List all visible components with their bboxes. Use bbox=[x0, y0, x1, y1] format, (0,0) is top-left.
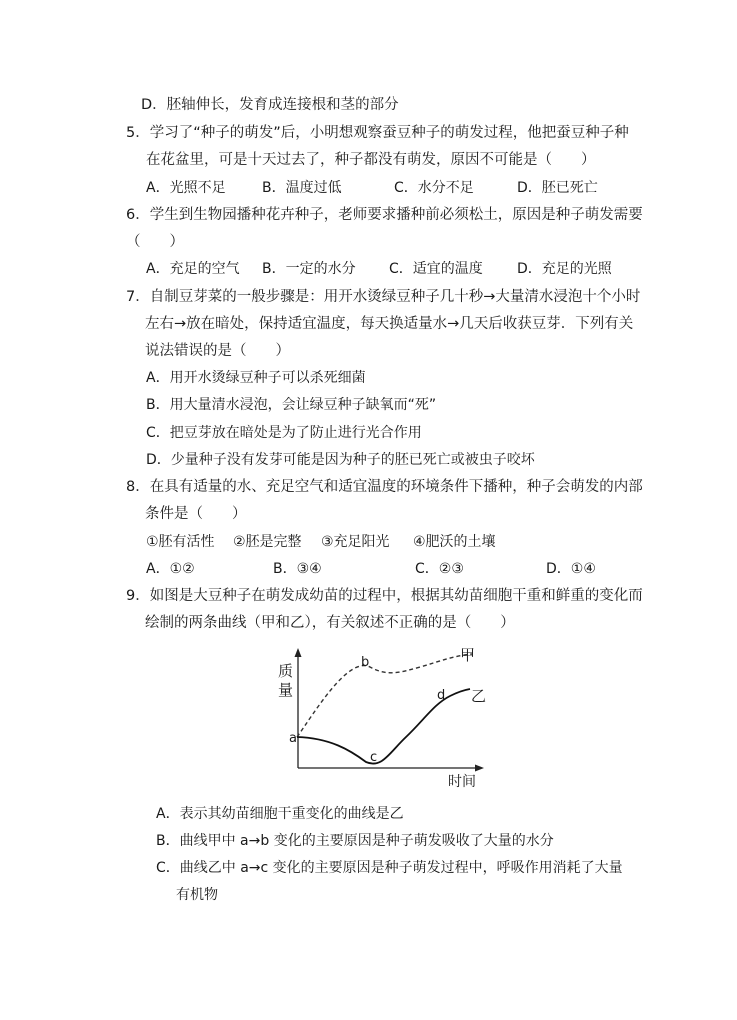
series-jia-line bbox=[297, 654, 472, 737]
q6-option-d[interactable]: D．充足的光照 bbox=[517, 261, 612, 277]
q6-stem-line2: （ ） bbox=[126, 234, 184, 250]
point-label-a: a bbox=[289, 731, 297, 746]
q9-option-b[interactable]: B．曲线甲中 a→b 变化的主要原因是种子萌发吸收了大量的水分 bbox=[156, 833, 554, 849]
q5-option-c[interactable]: C．水分不足 bbox=[394, 180, 474, 196]
q5-stem-line1: 5．学习了“种子的萌发”后，小明想观察蚕豆种子的萌发过程，他把蚕豆种子种 bbox=[126, 125, 629, 141]
q7-option-d[interactable]: D．少量种子没有发芽可能是因为种子的胚已死亡或被虫子咬坏 bbox=[146, 452, 535, 468]
q9-stem-line1: 9．如图是大豆种子在萌发成幼苗的过程中，根据其幼苗细胞干重和鲜重的变化而 bbox=[126, 588, 643, 604]
q7-stem-line2: 左右→放在暗处，保持适宜温度，每天换适量水→几天后收获豆芽．下列有关 bbox=[145, 316, 634, 332]
q5-stem-line2: 在花盆里，可是十天过去了，种子都没有萌发，原因不可能是（ ） bbox=[146, 152, 596, 168]
y-axis-label-bottom: 量 bbox=[278, 681, 294, 699]
q8-condition-2: ②胚是完整 bbox=[233, 534, 302, 550]
q9-option-c-line2: 有机物 bbox=[176, 887, 218, 903]
q5-option-a[interactable]: A．光照不足 bbox=[146, 180, 226, 196]
q9-figure bbox=[270, 646, 500, 796]
q8-condition-1: ①胚有活性 bbox=[146, 534, 215, 550]
point-label-c: c bbox=[370, 750, 378, 765]
q8-stem-line2: 条件是（ ） bbox=[145, 506, 247, 522]
q9-chart bbox=[270, 646, 500, 792]
q8-condition-4: ④肥沃的土壤 bbox=[413, 534, 496, 550]
q4-option-d: D．胚轴伸长，发育成连接根和茎的部分 bbox=[141, 97, 399, 113]
q8-stem-line1: 8．在具有适量的水、充足空气和适宜温度的环境条件下播种，种子会萌发的内部 bbox=[126, 479, 643, 495]
y-axis-arrow bbox=[295, 648, 302, 657]
q7-stem-line1: 7．自制豆芽菜的一般步骤是：用开水烫绿豆种子几十秒→大量清水浸泡十个小时 bbox=[126, 289, 641, 305]
q6-option-a[interactable]: A．充足的空气 bbox=[146, 261, 240, 277]
q8-option-b[interactable]: B．③④ bbox=[273, 561, 322, 577]
q7-option-b[interactable]: B．用大量清水浸泡，会让绿豆种子缺氧而“死” bbox=[146, 397, 437, 413]
q9-option-a[interactable]: A．表示其幼苗细胞干重变化的曲线是乙 bbox=[156, 806, 404, 822]
q7-option-c[interactable]: C．把豆芽放在暗处是为了防止进行光合作用 bbox=[146, 425, 422, 441]
q6-option-b[interactable]: B．一定的水分 bbox=[262, 261, 356, 277]
point-label-d: d bbox=[437, 688, 446, 703]
series-yi-name: 乙 bbox=[471, 687, 487, 705]
q5-option-b[interactable]: B．温度过低 bbox=[262, 180, 342, 196]
q6-stem-line1: 6．学生到生物园播种花卉种子，老师要求播种前必须松土，原因是种子萌发需要 bbox=[126, 207, 643, 223]
x-axis-label: 时间 bbox=[448, 774, 476, 790]
q7-option-a[interactable]: A．用开水烫绿豆种子可以杀死细菌 bbox=[146, 370, 366, 386]
series-jia-name: 甲 bbox=[460, 646, 476, 664]
q5-option-d[interactable]: D．胚已死亡 bbox=[517, 180, 598, 196]
y-axis-label-top: 质 bbox=[278, 662, 294, 680]
q8-option-a[interactable]: A．①② bbox=[146, 561, 195, 577]
q8-option-c[interactable]: C．②③ bbox=[415, 561, 464, 577]
q8-condition-3: ③充足阳光 bbox=[321, 534, 390, 550]
q8-option-d[interactable]: D．①④ bbox=[546, 561, 596, 577]
q7-stem-line3: 说法错误的是（ ） bbox=[145, 343, 290, 359]
point-label-b: b bbox=[361, 655, 370, 670]
q9-option-c-line1[interactable]: C．曲线乙中 a→c 变化的主要原因是种子萌发过程中，呼吸作用消耗了大量 bbox=[156, 860, 623, 876]
x-axis-arrow bbox=[475, 765, 484, 772]
q6-option-c[interactable]: C．适宜的温度 bbox=[389, 261, 483, 277]
q9-stem-line2: 绘制的两条曲线（甲和乙），有关叙述不正确的是（ ） bbox=[145, 615, 515, 631]
